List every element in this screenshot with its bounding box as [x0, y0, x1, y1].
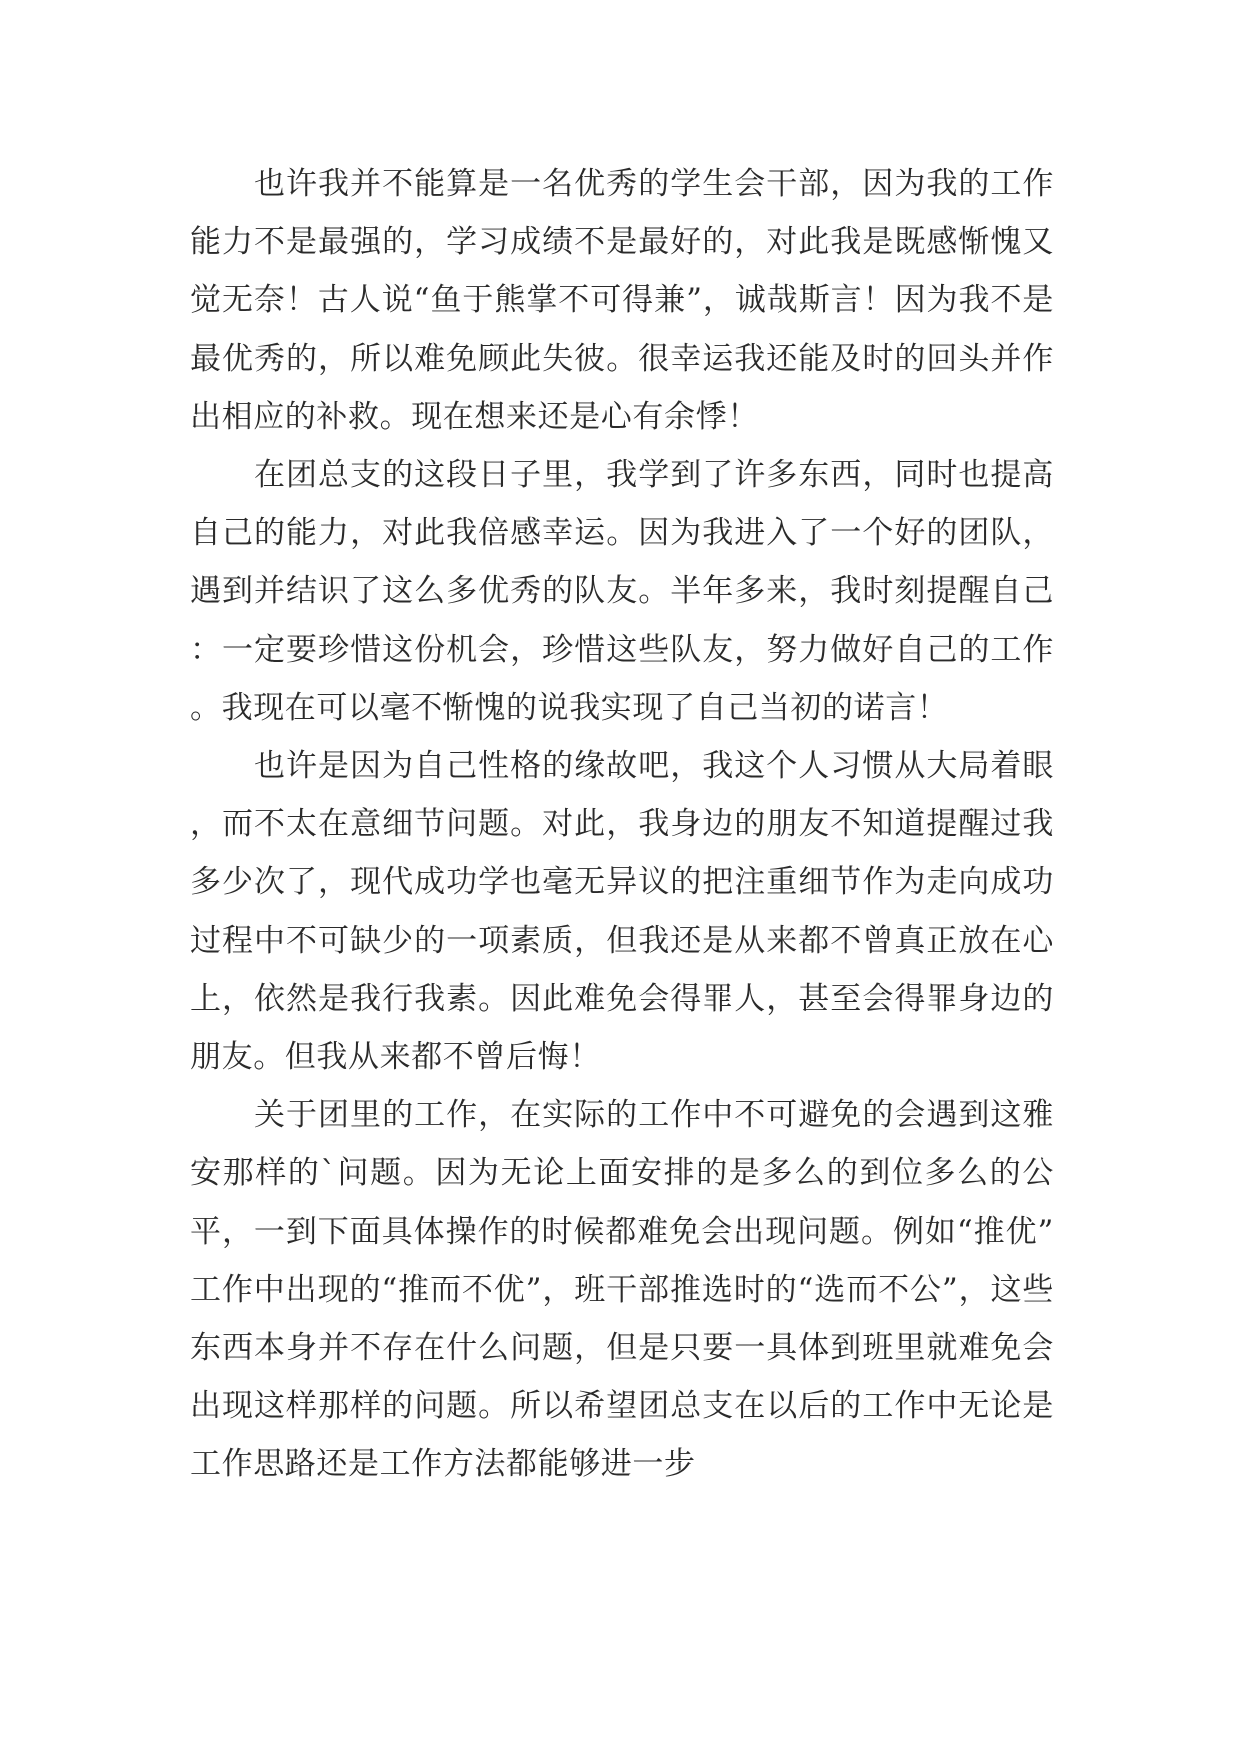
- paragraph-1: 也许我并不能算是一名优秀的学生会干部，因为我的工作能力不是最强的，学习成绩不是最好的，对此我是既感惭愧又觉无奈！古人说“鱼于熊掌不可得兼”，诚哉斯言！因为我不是最优秀的，所以难免顾此失彼。很幸运我还能及时的回头并作出相应的补救。现在想来还是心有余悸！: [190, 166, 1054, 435]
- document-body: [190, 155, 1054, 1494]
- paragraph-3: 也许是因为自己性格的缘故吧，我这个人习惯从大局着眼，而不太在意细节问题。对此，我身边的朋友不知道提醒过我多少次了，现代成功学也毫无异议的把注重细节作为走向成功过程中不可缺少的一项素质，但我还是从来都不曾真正放在心上，依然是我行我素。因此难免会得罪人，甚至会得罪身边的朋友。但我从来都不曾后悔！: [190, 748, 1054, 1076]
- paragraph-2: 在团总支的这段日子里，我学到了许多东西，同时也提高自己的能力，对此我倍感幸运。因为我进入了一个好的团队，遇到并结识了这么多优秀的队友。半年多来，我时刻提醒自己：一定要珍惜这份机会，珍惜这些队友，努力做好自己的工作。我现在可以毫不惭愧的说我实现了自己当初的诺言！: [190, 457, 1054, 726]
- paragraph-4: 关于团里的工作，在实际的工作中不可避免的会遇到这雅安那样的`问题。因为无论上面安排的是多么的到位多么的公平，一到下面具体操作的时候都难免会出现问题。例如“推优”工作中出现的“推而不优”，班干部推选时的“选而不公”，这些东西本身并不存在什么问题，但是只要一具体到班里就难免会出现这样那样的问题。所以希望团总支在以后的工作中无论是工作思路还是工作方法都能够进一步: [190, 1097, 1054, 1483]
